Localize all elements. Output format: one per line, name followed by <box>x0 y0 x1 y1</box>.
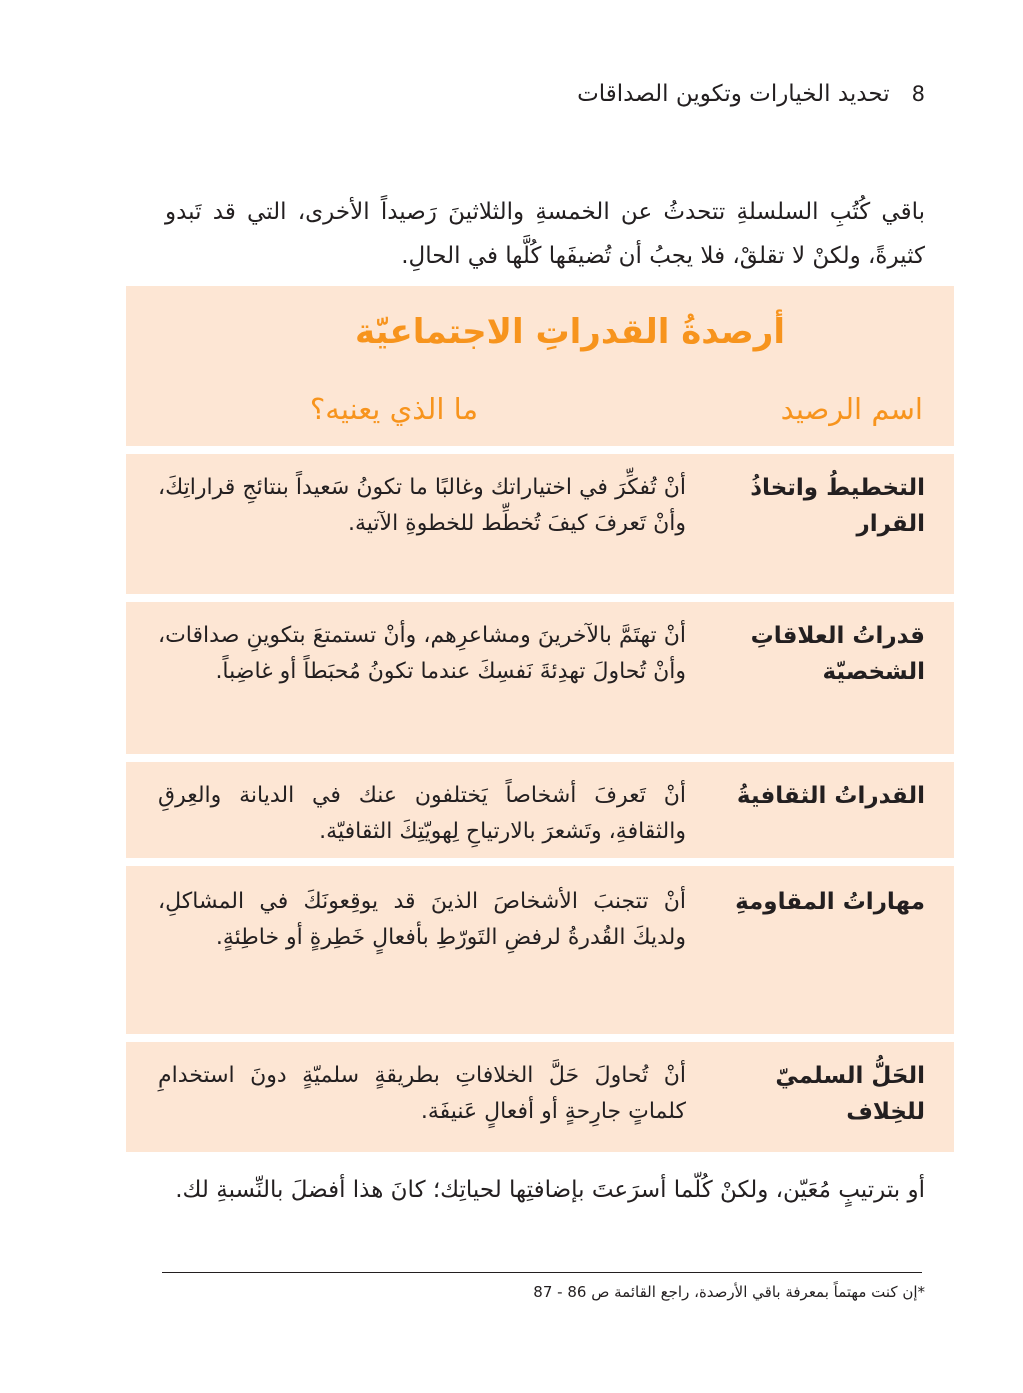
asset-name: الحَلُّ السلميّ للخِلاف <box>775 1063 925 1125</box>
footnote: *إن كنت مهتماً بمعرفة باقي الأرصدة، راجع القائمة ص 86 - 87 <box>533 1283 925 1301</box>
intro-paragraph: باقي كُتُبِ السلسلةِ تتحدثُ عن الخمسةِ والثلاثينَ رَصيداً الأخرى، التي قد تَبدو كثيرةً، ولكنْ لا تقلقْ، فلا يجبُ أن تُضيفَها كُلَّها في الحالِ. <box>165 199 925 269</box>
asset-name: التخطيطُ واتخاذُ القرار <box>750 475 925 537</box>
asset-description: أنْ تَعرفَ أشخاصاً يَختلفون عنك في الديانة والعِرقِ والثقافةِ، وتَشعرَ بالارتياحِ لِهويّتِكَ الثقافيّة. <box>158 783 686 844</box>
box-title: أرصدةُ القدراتِ الاجتماعيّة <box>354 312 786 352</box>
asset-name: القدراتُ الثقافيةُ <box>736 783 925 809</box>
asset-description: أنْ تُفكِّرَ في اختياراتك وغالبًا ما تكونُ سَعيداً بنتائجِ قراراتِكَ، وأنْ تَعرفَ كيفَ تُخطِّط للخطوةِ الآتية. <box>158 475 686 536</box>
column-header-meaning: ما الذي يعنيه؟ <box>309 392 478 426</box>
column-header-name: اسم الرصيد <box>780 392 923 426</box>
asset-description: أنْ تهتَمَّ بالآخرينَ ومشاعرِهم، وأنْ تستمتعَ بتكوينِ صداقات، وأنْ تُحاولَ تهدِئةَ نَفسِكَ عندما تكونُ مُحبَطاً أو غاضِباً. <box>158 623 686 684</box>
asset-description: أنْ تتجنبَ الأشخاصَ الذينَ قد يوقِعونَكَ في المشاكلِ، ولديكَ القُدرةُ لرفضِ التَورّطِ بأفعالٍ خَطِرةٍ أو خاطِئةٍ. <box>158 889 686 950</box>
page-number: 8 <box>911 82 925 106</box>
asset-description: أنْ تُحاولَ حَلَّ الخلافاتِ بطريقةٍ سلميّةٍ دونَ استخدامِ كلماتٍ جارِحةٍ أو أفعالٍ عَنيفَة. <box>158 1063 686 1124</box>
asset-name: قدراتُ العلاقاتِ الشخصيّة <box>750 623 925 685</box>
asset-name: مهاراتُ المقاومةِ <box>735 889 925 915</box>
chapter-title: تحديد الخيارات وتكوين الصداقات <box>577 81 890 107</box>
running-header <box>505 76 925 112</box>
footnote-divider <box>162 1272 922 1273</box>
outro-paragraph: أو بترتيبٍ مُعَيّن، ولكنْ كُلّما أسرَعتَ بإضافتِها لحياتِك؛ كانَ هذا أفضلَ بالنِّسبةِ لك. <box>175 1177 925 1203</box>
